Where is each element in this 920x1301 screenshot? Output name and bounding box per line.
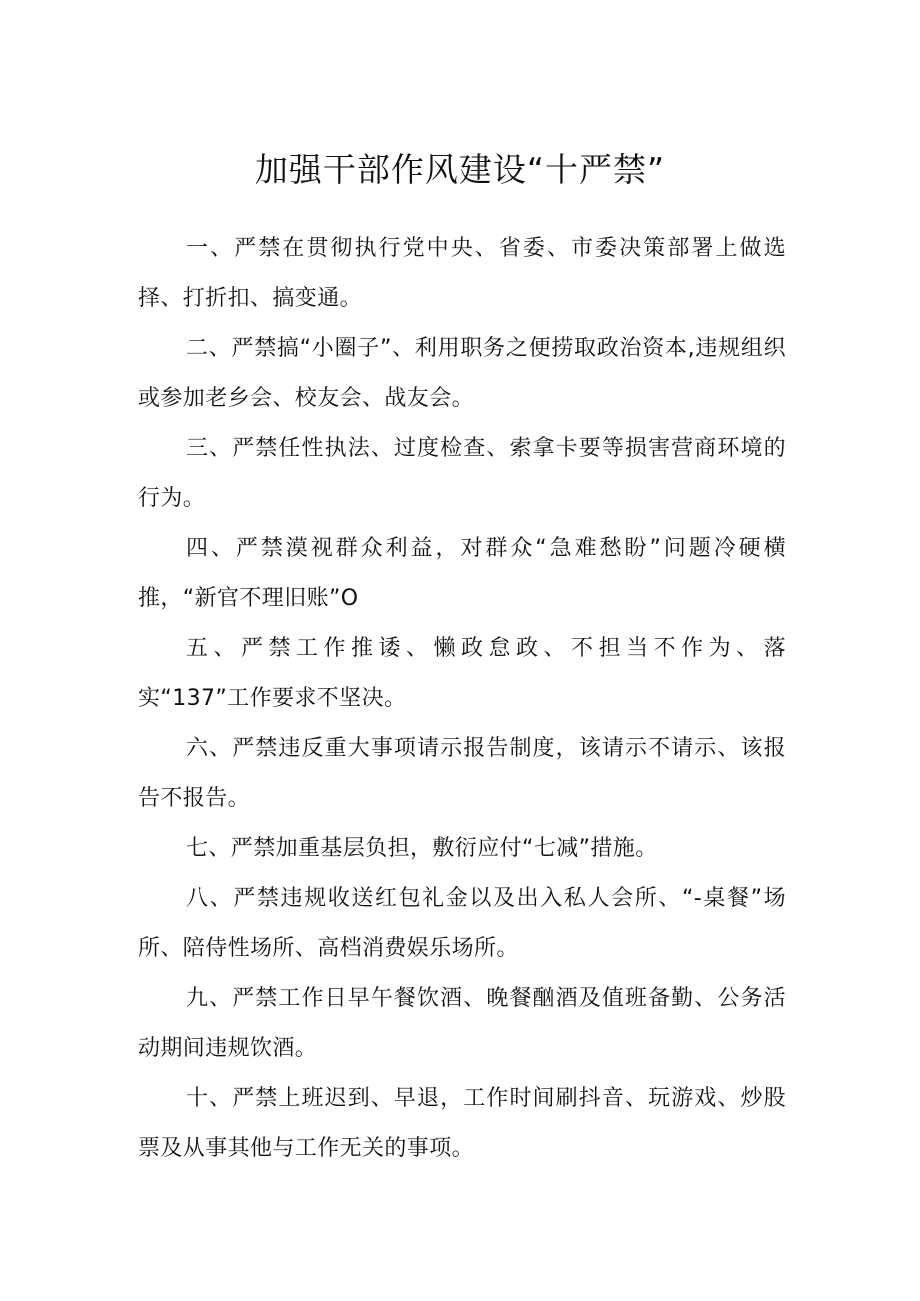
rule-paragraph-5: 五、严禁工作推诿、懒政怠政、不担当不作为、落实“137”工作要求不坚决。: [138, 636, 786, 711]
document-body: [138, 224, 786, 1174]
rule-paragraph-7: 七、严禁加重基层负担，敷衍应付“七减”措施。: [186, 836, 658, 861]
rule-paragraph-1: 一、严禁在贯彻执行党中央、省委、市委决策部署上做选择、打折扣、搞变通。: [138, 236, 786, 311]
rule-paragraph-2: 二、严禁搞“小圈子”、利用职务之便捞取政治资本,违规组织或参加老乡会、校友会、战友会。: [138, 336, 786, 411]
rule-paragraph-10: 十、严禁上班迟到、早退，工作时间刷抖音、玩游戏、炒股票及从事其他与工作无关的事项。: [138, 1086, 786, 1161]
rule-paragraph-9: 九、严禁工作日早午餐饮酒、晚餐酗酒及值班备勤、公务活动期间违规饮酒。: [138, 986, 786, 1061]
rule-paragraph-3: 三、严禁任性执法、过度检查、索拿卡要等损害营商环境的行为。: [138, 436, 786, 511]
rule-paragraph-8: 八、严禁违规收送红包礼金以及出入私人会所、“-桌餐”场所、陪侍性场所、高档消费娱乐场所。: [138, 886, 786, 961]
rule-paragraph-4: 四、严禁漠视群众利益，对群众“急难愁盼”问题冷硬横推，“新官不理旧账”O: [138, 536, 786, 611]
document-title: 加强干部作风建设“十严禁”: [254, 150, 666, 189]
rule-paragraph-6: 六、严禁违反重大事项请示报告制度，该请示不请示、该报告不报告。: [138, 736, 786, 811]
